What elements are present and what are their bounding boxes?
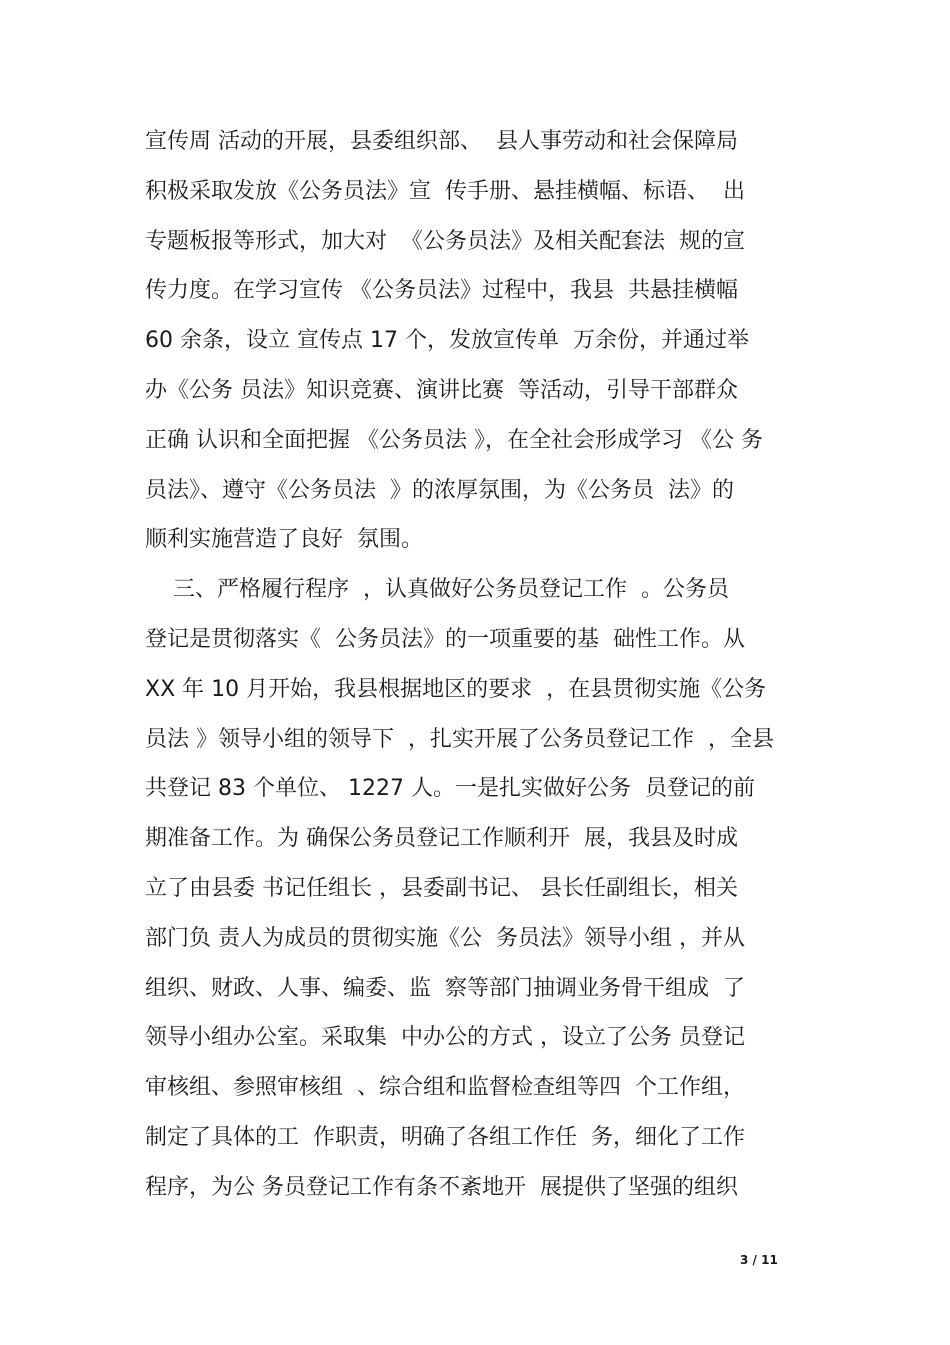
text-line: 制定了具体的工 作职责，明确了各组工作任 务，细化了工作 (145, 1124, 745, 1150)
text-line: 办《公务 员法》知识竞赛、演讲比赛 等活动，引导干部群众 (145, 377, 738, 403)
text-line: 传力度。在学习宣传 《公务员法》过程中，我县 共悬挂横幅 (145, 278, 738, 304)
page-number: 3 / 11 (740, 1253, 778, 1267)
text-line: XX 年 10 月开始，我县根据地区的要求 ，在县贯彻实施《公务 (145, 676, 767, 702)
text-line: 正确 认识和全面把握 《公务员法 》，在全社会形成学习 《公 务 (145, 427, 763, 453)
text-line: 三、严格履行程序 ，认真做好公务员登记工作 。公务员 (145, 577, 729, 603)
body-text (145, 117, 810, 1213)
text-line: 审核组、参照审核组 、综合组和监督检查组等四 个工作组， (145, 1075, 745, 1101)
text-line: 程序，为公 务员登记工作有条不紊地开 展提供了坚强的组织 (145, 1174, 738, 1200)
text-line: 专题板报等形式，加大对 《公务员法》及相关配套法 规的宣 (145, 228, 745, 254)
text-line: 立了由县委 书记任组长 ，县委副书记、 县长任副组长，相关 (145, 875, 738, 901)
text-line: 员法》、遵守《公务员法 》的浓厚氛围，为《公务员 法》的 (145, 477, 734, 503)
text-line: 部门负 责人为成员的贯彻实施《公 务员法》领导小组 ，并从 (145, 925, 745, 951)
text-line: 期准备工作。为 确保公务员登记工作顺利开 展，我县及时成 (145, 826, 738, 852)
text-line: 组织、财政、人事、编委、监 察等部门抽调业务骨干组成 了 (145, 975, 745, 1001)
text-line: 领导小组办公室。采取集 中办公的方式 ，设立了公务 员登记 (145, 1025, 745, 1051)
text-line: 宣传周 活动的开展，县委组织部、 县人事劳动和社会保障局 (145, 129, 738, 154)
text-line: 积极采取发放《公务员法》宣 传手册、悬挂横幅、标语、 出 (145, 178, 745, 204)
text-line: 登记是贯彻落实《 公务员法》的一项重要的基 础性工作。从 (145, 626, 745, 652)
text-line: 60 余条，设立 宣传点 17 个，发放宣传单 万余份，并通过举 (145, 328, 749, 354)
text-line: 顺利实施营造了良好 氛围。 (145, 527, 423, 553)
text-line: 员法 》领导小组的领导下 ，扎实开展了公务员登记工作 ，全县 (145, 726, 774, 752)
text-line: 共登记 83 个单位、 1227 人。一是扎实做好公务 员登记的前 (145, 776, 755, 802)
